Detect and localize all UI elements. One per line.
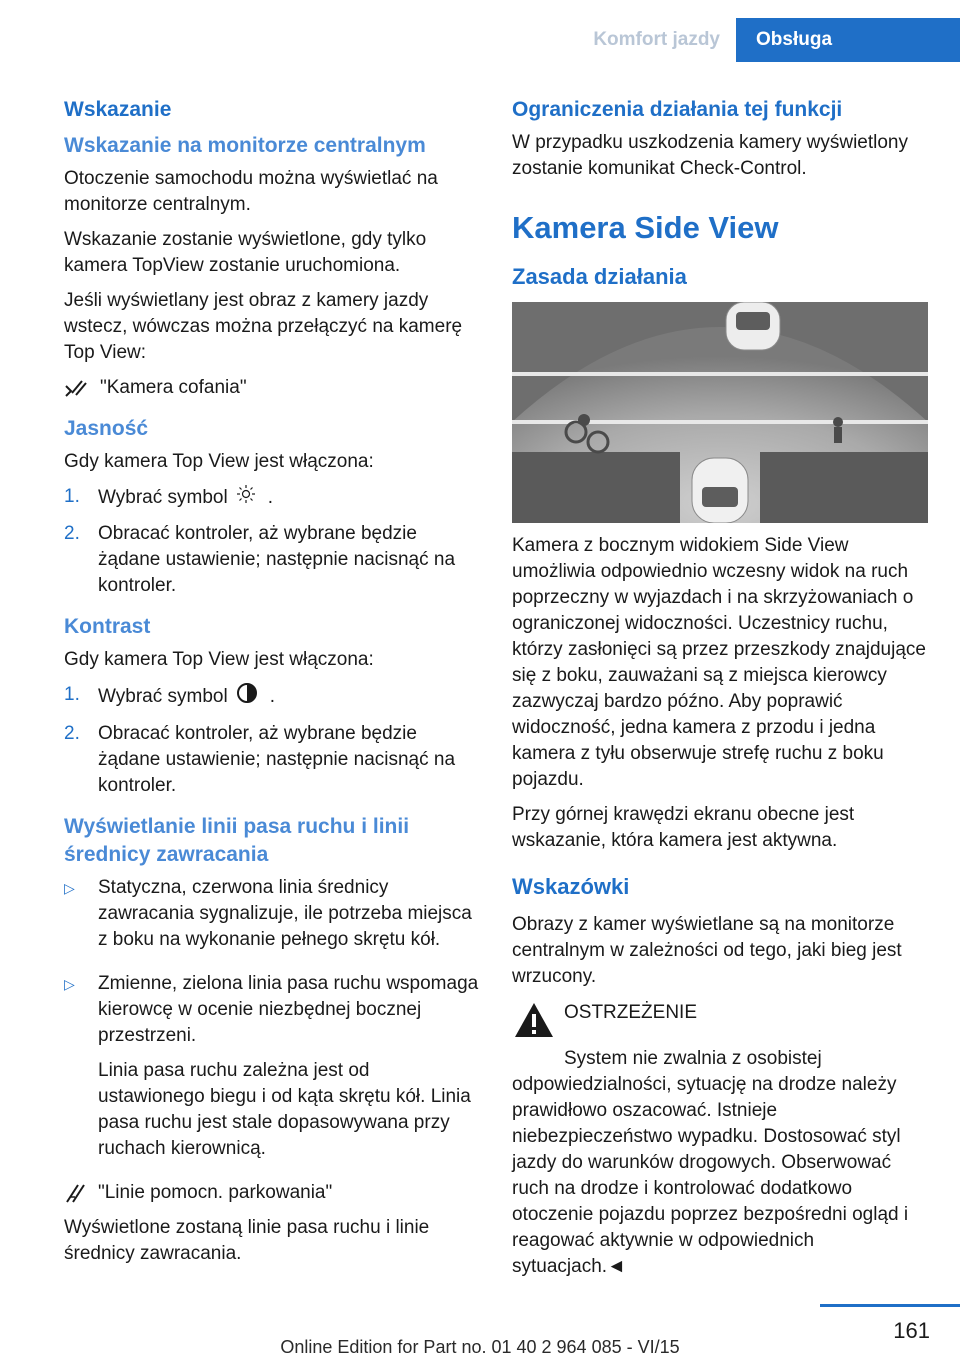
heading-hints: Wskazówki xyxy=(512,874,630,899)
step-number: 2. xyxy=(64,723,80,744)
list-item xyxy=(64,875,480,962)
heading-lane-lines: Wyświetlanie linii pasa ruchu i linii średnicy zawracania xyxy=(64,815,410,866)
top-car-icon xyxy=(726,302,780,350)
rear-camera-icon xyxy=(64,377,88,399)
step-number: 2. xyxy=(64,523,80,544)
bullet-content xyxy=(98,971,480,1171)
step-text: Obracać kontroler, aż wybrane będzie żądane ustawienie; następnie nacisnąć na kontroler. xyxy=(98,723,456,796)
bullet-triangle-icon: ▷ xyxy=(64,976,75,992)
heading-central-monitor: Wskazanie na monitorze centralnym xyxy=(64,134,426,157)
warning-triangle-icon xyxy=(512,1000,564,1048)
bullet-text: Zmienne, zielona linia pasa ruchu wspomaga kierowcę w ocenie niezbędnej bocznej przestrzeni. xyxy=(98,973,479,1046)
list-item xyxy=(64,971,480,1171)
para-activation: Wskazanie zostanie wyświetlone, gdy tylko kamera TopView zostanie uruchomiona. xyxy=(64,229,427,276)
para-limits: W przypadku uszkodzenia kamery wyświetlony zostanie komunikat Check-Control. xyxy=(512,132,908,179)
warning-text: System nie zwalnia z osobistej odpowiedzialności, sytuację na drodze należy prawidłowo oszacować. Istnieje niebezpieczeństwo wypadku. Dostosować styl jazdy do warunków drogowych. Obserwować ruch na drodze i kontrolować dodatkowo otoczenie pojazdu poprzez bezpośredni ogląd i reagować aktywnie w odpowiednich sytuacjach.◄ xyxy=(512,1048,909,1277)
contrast-intro: Gdy kamera Top View jest włączona: xyxy=(64,649,374,670)
pedestrian-icon xyxy=(833,417,843,443)
step-text xyxy=(98,484,273,512)
header-tab-obsluga: Obsługa xyxy=(736,18,960,62)
bullet-content xyxy=(98,875,480,962)
para-surroundings: Otoczenie samochodu można wyświetlać na monitorze centralnym. xyxy=(64,168,438,215)
step-number: 1. xyxy=(64,486,80,507)
warning-block xyxy=(512,1000,928,1048)
contrast-steps xyxy=(64,682,480,799)
bullet-text: Statyczna, czerwona linia średnicy zawracania sygnalizuje, ile potrzeba miejsca z boku na wykonanie pełnego skrętu kół. xyxy=(98,877,472,950)
step-text xyxy=(98,682,275,712)
step-number: 1. xyxy=(64,684,80,705)
step-text-after: . xyxy=(267,487,273,509)
step-text-before: Wybrać symbol xyxy=(98,686,228,708)
brightness-sun-icon xyxy=(236,484,256,512)
menu-lines-line xyxy=(64,1180,480,1206)
parking-lines-icon xyxy=(64,1182,86,1204)
edition-footer: Online Edition for Part no. 01 40 2 964 085 - VI/15 xyxy=(280,1337,680,1357)
step-text: Obracać kontroler, aż wybrane będzie żądane ustawienie; następnie nacisnąć na kontroler. xyxy=(98,523,456,596)
para-lines-shown: Wyświetlone zostaną linie pasa ruchu i linie średnicy zawracania. xyxy=(64,1217,430,1264)
list-item xyxy=(64,484,480,512)
list-item xyxy=(64,721,480,799)
footer-rule xyxy=(820,1304,960,1307)
step-text-after: . xyxy=(269,686,275,708)
bullet-text: Linia pasa ruchu zależna jest od ustawionego biegu i od kąta skrętu kół. Linia pasa ruchu jest stale dopasowywana przy ruchach kierownicą. xyxy=(98,1060,471,1159)
step-text-before: Wybrać symbol xyxy=(98,487,228,509)
menu-camera-label: "Kamera cofania" xyxy=(100,377,247,398)
bullet-triangle-icon: ▷ xyxy=(64,880,75,896)
list-item xyxy=(64,682,480,712)
header-section-label: Komfort jazdy xyxy=(593,29,720,50)
para-hints: Obrazy z kamer wyświetlane są na monitorze centralnym w zależności od tego, jaki bieg jest wrzucony. xyxy=(512,914,902,987)
warning-title: OSTRZEŻENIE xyxy=(564,1002,698,1023)
para-principle-2: Przy górnej krawędzi ekranu obecne jest wskazanie, która kamera jest aktywna. xyxy=(512,804,855,851)
brightness-steps xyxy=(64,484,480,599)
heading-contrast: Kontrast xyxy=(64,615,151,638)
heading-display: Wskazanie xyxy=(64,98,172,121)
side-view-illustration xyxy=(512,302,928,523)
right-column xyxy=(512,96,928,1289)
heading-side-view: Kamera Side View xyxy=(512,210,779,245)
lane-lines-bullets xyxy=(64,875,480,1171)
menu-camera-line xyxy=(64,375,480,401)
page-number: 161 xyxy=(893,1318,930,1343)
heading-principle: Zasada działania xyxy=(512,264,687,289)
contrast-icon xyxy=(236,682,258,712)
para-switch-topview: Jeśli wyświetlany jest obraz z kamery jazdy wstecz, wówczas można przełączyć na kamerę Top View: xyxy=(64,290,463,363)
left-column xyxy=(64,96,480,1276)
warning-body xyxy=(564,1000,697,1048)
heading-limits: Ograniczenia działania tej funkcji xyxy=(512,98,843,121)
menu-lines-label: "Linie pomocn. parkowania" xyxy=(98,1182,333,1203)
brightness-intro: Gdy kamera Top View jest włączona: xyxy=(64,451,374,472)
bottom-car-icon xyxy=(692,458,748,523)
list-item xyxy=(64,521,480,599)
para-principle-1: Kamera z bocznym widokiem Side View umożliwia odpowiednio wczesny widok na ruch poprzeczny w wyjazdach i na skrzyżowaniach o ograniczonej widoczności. Uczestnicy ruchu, którzy zasłonięci są przez przeszkody znajdujące się z boku, zauważani są z miejsca kierowcy zazwyczaj bardzo późno. Aby poprawić widoczność, jedna kamera z przodu i jedna kamera z tyłu obserwuje strefę ruchu z boku pojazdu. xyxy=(512,535,926,790)
heading-brightness: Jasność xyxy=(64,417,149,440)
